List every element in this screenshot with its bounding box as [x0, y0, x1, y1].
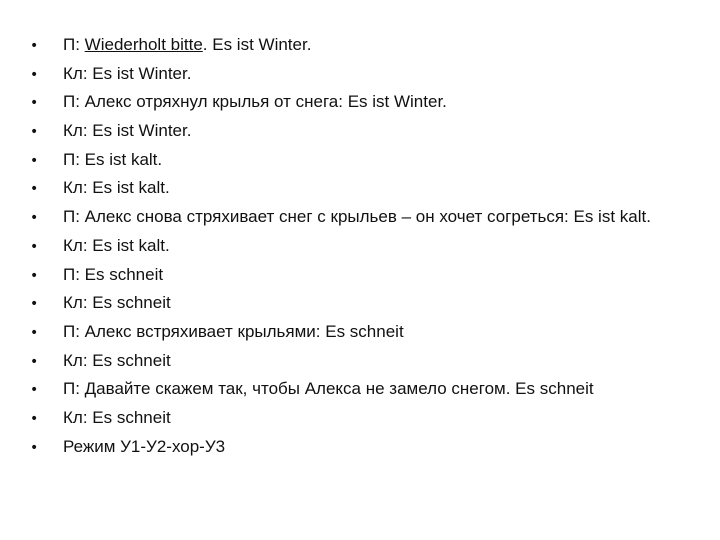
bullet-icon: • — [30, 353, 39, 370]
bullet-icon: • — [30, 152, 39, 169]
list-item-text: П: Es ist kalt. — [63, 149, 163, 169]
list-item-text: Кл: Es ist kalt. — [63, 178, 170, 198]
list-item-text: Кл: Es schneit — [63, 407, 171, 427]
list-item — [30, 178, 651, 207]
list-item — [30, 35, 651, 64]
list-item-text: Режим У1-У2-хор-У3 — [63, 436, 226, 456]
list-item-text: Кл: Es schneit — [63, 293, 171, 313]
list-item — [30, 265, 651, 294]
list-item — [30, 379, 651, 408]
bullet-icon: • — [30, 267, 39, 284]
bullet-icon: • — [30, 66, 39, 83]
list-item-text: Кл: Es schneit — [63, 350, 171, 370]
list-item-text — [63, 35, 311, 55]
underlined-phrase: Wiederholt bitte — [84, 35, 203, 54]
list-item — [30, 150, 651, 179]
list-item-text: П: Es schneit — [63, 264, 164, 284]
list-item — [30, 408, 651, 437]
bullet-icon: • — [30, 124, 39, 141]
bullet-icon: • — [30, 38, 39, 54]
line-suffix: . Es ist Winter. — [202, 35, 312, 54]
bullet-icon: • — [30, 382, 39, 399]
list-item — [30, 92, 651, 121]
list-item — [30, 121, 651, 150]
list-item — [30, 64, 651, 93]
bullet-icon: • — [30, 410, 39, 427]
list-item-text: П: Алекс встряхивает крыльями: Es schneit — [63, 321, 404, 341]
list-item — [30, 437, 651, 466]
bullet-icon: • — [30, 439, 39, 456]
list-item-text: П: Алекс снова стряхивает снег с крыльев – он хочет согреться: Es ist kalt. — [63, 207, 651, 227]
line-prefix: П: — [63, 35, 85, 54]
list-item — [30, 293, 651, 322]
bullet-icon: • — [30, 296, 39, 313]
list-item-text: Кл: Es ist kalt. — [63, 235, 170, 255]
bullet-list — [30, 35, 651, 465]
bullet-icon: • — [30, 324, 39, 341]
list-item — [30, 236, 651, 265]
list-item — [30, 207, 651, 236]
bullet-icon: • — [30, 95, 39, 112]
bullet-icon: • — [30, 210, 39, 227]
list-item-text: П: Давайте скажем так, чтобы Алекса не замело снегом. Es schneit — [63, 379, 594, 399]
list-item-text: П: Алекс отряхнул крылья от снега: Es ist Winter. — [63, 92, 447, 112]
bullet-icon: • — [30, 238, 39, 255]
list-item — [30, 322, 651, 351]
list-item-text: Кл: Es ist Winter. — [63, 121, 192, 141]
bullet-icon: • — [30, 181, 39, 198]
list-item-text: Кл: Es ist Winter. — [63, 63, 192, 83]
list-item — [30, 351, 651, 380]
